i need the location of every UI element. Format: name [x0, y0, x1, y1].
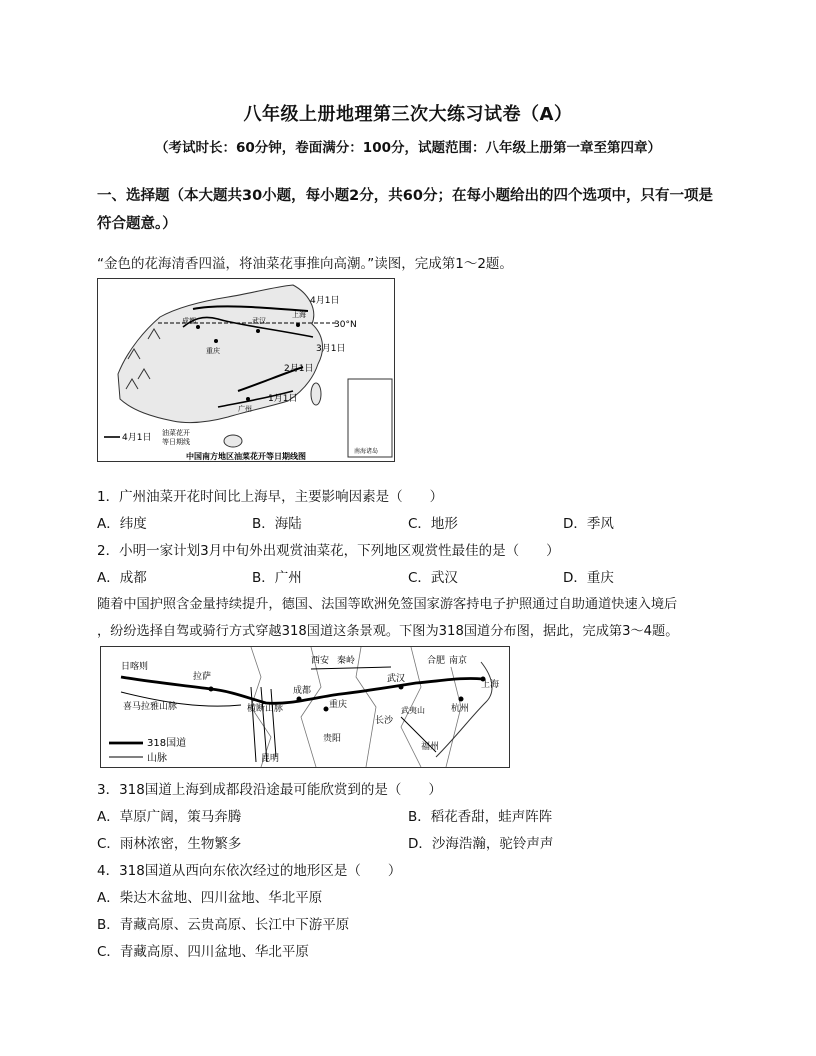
- intro-paragraph-2-line1: 随着中国护照含金量持续提升，德国、法国等欧洲免签国家游客持电子护照通过自助通道快速入境后: [97, 597, 678, 612]
- taiwan-island: [311, 383, 321, 405]
- route-318-map: [100, 646, 510, 768]
- city-chengdu-dot: [196, 325, 200, 329]
- q4-stem: 4．318国道从西向东依次经过的地形区是（ ）: [97, 863, 402, 879]
- map2-label-rikaze: 日喀则: [121, 662, 149, 672]
- map2-label-hefei: 合肥: [427, 656, 446, 666]
- q4-option-b: B．青藏高原、云贵高原、长江中下游平原: [97, 917, 350, 933]
- city-guangzhou-dot: [246, 397, 250, 401]
- intro-paragraph-2-line2: ，纷纷选择自驾或骑行方式穿越318国道这条景观。下图为318国道分布图，据此，完成第3～4题。: [97, 624, 679, 639]
- south-sea-inset: [348, 379, 392, 457]
- q3-stem: 3．318国道上海到成都段沿途最可能欣赏到的是（ ）: [97, 782, 442, 798]
- map2-legend-road: 318国道: [147, 738, 187, 749]
- q2-option-b: B．广州: [252, 570, 302, 586]
- map2-label-hengduan: 横断山脉: [247, 704, 284, 714]
- map1-caption: 中国南方地区油菜花开等日期线图: [186, 452, 306, 461]
- hainan-island: [224, 435, 242, 447]
- map1-label-feb1: 2月1日: [284, 364, 314, 374]
- map1-label-chongqing: 重庆: [206, 347, 220, 355]
- map2-label-hangzhou: 杭州: [451, 704, 470, 714]
- q3-option-b: B．稻花香甜，蛙声阵阵: [408, 809, 553, 825]
- map2-label-lasa: 拉萨: [193, 672, 212, 682]
- city-chengdu-dot: [297, 697, 302, 702]
- map2-label-fuzhou: 福州: [421, 742, 440, 752]
- mountain-qinling: [311, 667, 391, 669]
- map2-label-guiyang: 贵阳: [323, 734, 342, 744]
- city-shanghai-dot: [296, 323, 300, 327]
- map1-label-mar1: 3月1日: [316, 344, 346, 354]
- route-318-figure: [101, 647, 509, 767]
- map1-label-inset: 南海诸岛: [354, 448, 379, 455]
- map1-label-guangzhou: 广州: [238, 405, 252, 413]
- q3-option-d: D．沙海浩瀚，驼铃声声: [408, 836, 554, 852]
- q1-option-c: C．地形: [408, 516, 458, 532]
- map2-legend-mountain: 山脉: [147, 753, 167, 764]
- q2-option-a: A．成都: [97, 570, 147, 586]
- rapeseed-map-figure: [98, 279, 394, 461]
- q1-stem: 1．广州油菜开花时间比上海早，主要影响因素是（ ）: [97, 489, 444, 505]
- q4-option-a: A．柴达木盆地、四川盆地、华北平原: [97, 890, 323, 906]
- section-heading: 一、选择题（本大题共30小题，每小题2分，共60分；在每小题给出的四个选项中，只有一项是符合题意。）: [97, 188, 713, 232]
- city-hangzhou-dot: [459, 697, 464, 702]
- map2-label-wuyi: 武夷山: [401, 706, 425, 715]
- map1-legend-text2: 等日期线: [162, 438, 190, 446]
- map2-label-chongqing: 重庆: [329, 700, 348, 710]
- map1-label-apr1-top: 4月1日: [310, 296, 340, 306]
- q1-option-a: A．纬度: [97, 516, 147, 532]
- map2-label-shanghai: 上海: [481, 680, 500, 690]
- map2-label-kunming: 昆明: [261, 754, 280, 764]
- map2-label-chengdu: 成都: [293, 686, 312, 696]
- q2-option-c: C．武汉: [408, 570, 458, 586]
- q2-stem: 2．小明一家计划3月中旬外出观赏油菜花，下列地区观赏性最佳的是（ ）: [97, 543, 560, 559]
- map1-label-wuhan: 武汉: [252, 317, 266, 325]
- q4-option-c: C．青藏高原、四川盆地、华北平原: [97, 944, 309, 960]
- rapeseed-bloom-map: [97, 278, 395, 462]
- map1-legend-text1: 油菜花开: [162, 429, 190, 437]
- map2-label-himalaya: 喜马拉雅山脉: [123, 702, 178, 712]
- map2-label-changsha: 长沙: [375, 716, 394, 726]
- intro-paragraph-1: “金色的花海清香四溢，将油菜花事推向高潮。”读图，完成第1～2题。: [97, 256, 513, 272]
- q3-option-c: C．雨林浓密，生物繁多: [97, 836, 242, 852]
- q1-option-d: D．季风: [563, 516, 614, 532]
- city-chongqing-dot: [324, 707, 329, 712]
- q3-option-a: A．草原广阔，策马奔腾: [97, 809, 242, 825]
- city-wuhan-dot: [256, 329, 260, 333]
- city-lasa-dot: [209, 687, 214, 692]
- map2-label-wuhan: 武汉: [387, 674, 406, 684]
- map1-label-shanghai: 上海: [292, 311, 306, 319]
- exam-title: 八年级上册地理第三次大练习试卷（A）: [243, 104, 573, 125]
- map1-label-lat: 30°N: [334, 320, 357, 330]
- q1-option-b: B．海陆: [252, 516, 302, 532]
- map1-label-chengdu: 成都: [182, 317, 196, 325]
- map2-label-nanjing: 南京: [449, 656, 468, 666]
- q2-option-d: D．重庆: [563, 570, 614, 586]
- map1-legend-date: 4月1日: [122, 433, 152, 443]
- exam-subtitle: （考试时长：60分钟，卷面满分：100分，试题范围：八年级上册第一章至第四章）: [155, 140, 661, 156]
- map2-label-qinling: 秦岭: [337, 656, 356, 666]
- city-chongqing-dot: [214, 339, 218, 343]
- map2-label-xian: 西安: [311, 656, 330, 666]
- city-wuhan-dot: [399, 685, 404, 690]
- map1-label-jan1: 1月1日: [268, 394, 298, 404]
